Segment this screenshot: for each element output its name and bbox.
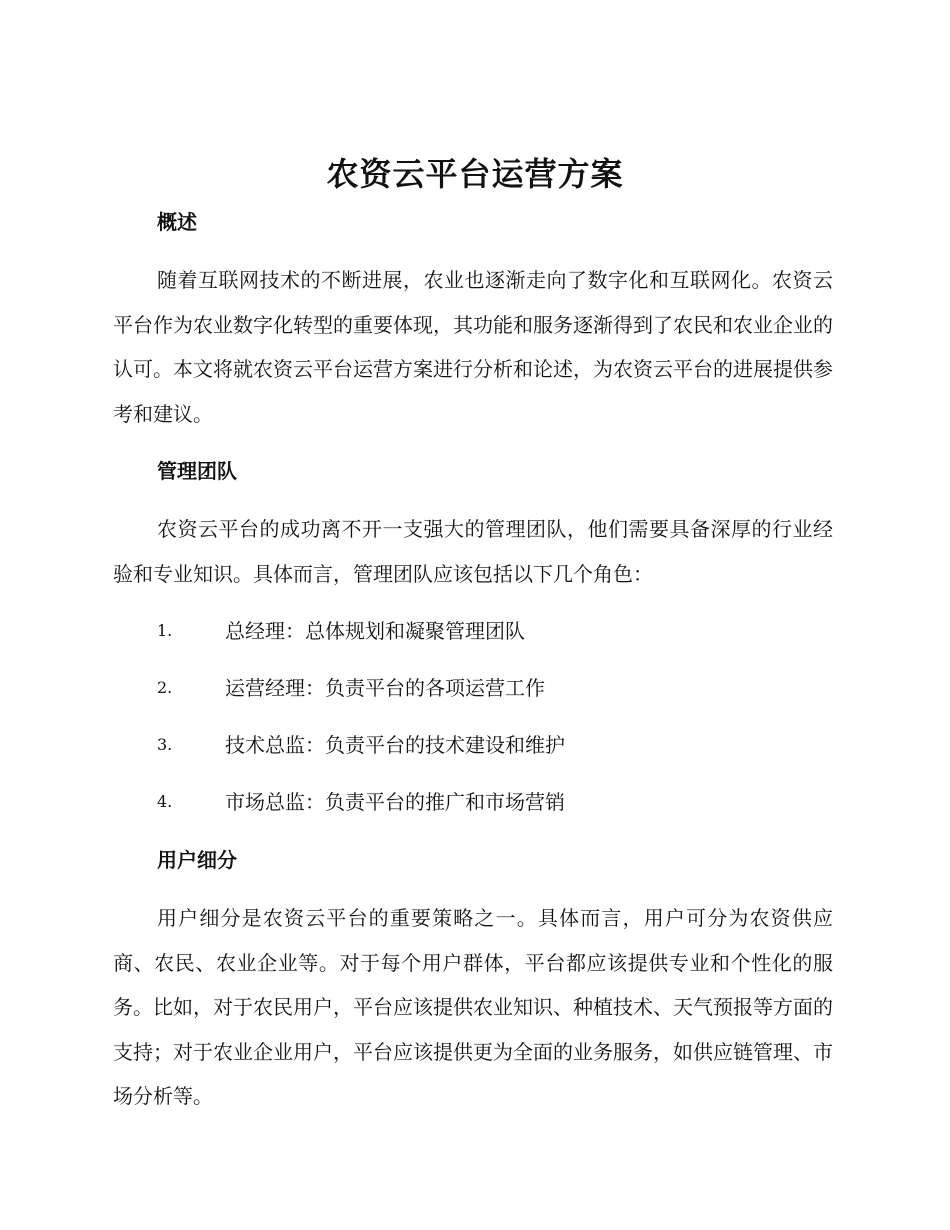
list-item-text: 市场总监：负责平台的推广和市场营销 xyxy=(225,790,565,814)
list-item-text: 技术总监：负责平台的技术建设和维护 xyxy=(225,733,565,757)
section-heading-user-segmentation: 用户细分 xyxy=(157,848,237,872)
section-paragraph-management-team: 农资云平台的成功离不开一支强大的管理团队，他们需要具备深厚的行业经验和专业知识。具体而言，管理团队应该包括以下几个角色： xyxy=(113,517,833,586)
list-item-number: 3. xyxy=(157,735,173,754)
section-heading-overview: 概述 xyxy=(157,210,197,234)
list-item-text: 运营经理：负责平台的各项运营工作 xyxy=(225,676,545,700)
section-heading-management-team: 管理团队 xyxy=(157,459,237,483)
list-item xyxy=(0,787,900,817)
list-item-text: 总经理：总体规划和凝聚管理团队 xyxy=(225,619,525,643)
list-item-number: 2. xyxy=(157,678,173,697)
section-paragraph-user-segmentation: 用户细分是农资云平台的重要策略之一。具体而言，用户可分为农资供应商、农民、农业企业等。对于每个用户群体，平台都应该提供专业和个性化的服务。比如，对于农民用户，平台应该提供农业知识、种植技术、天气预报等方面的支持；对于农业企业用户，平台应该提供更为全面的业务服务，如供应链管理、市场分析等。 xyxy=(113,906,833,1108)
document-title: 农资云平台运营方案 xyxy=(326,155,624,193)
list-item xyxy=(0,673,900,703)
section-paragraph-overview: 随着互联网技术的不断进展，农业也逐渐走向了数字化和互联网化。农资云平台作为农业数字化转型的重要体现，其功能和服务逐渐得到了农民和农业企业的认可。本文将就农资云平台运营方案进行分析和论述，为农资云平台的进展提供参考和建议。 xyxy=(113,268,833,426)
list-item-number: 4. xyxy=(157,792,173,811)
list-item-number: 1. xyxy=(157,621,173,640)
list-item xyxy=(0,616,900,646)
list-item xyxy=(0,730,900,760)
